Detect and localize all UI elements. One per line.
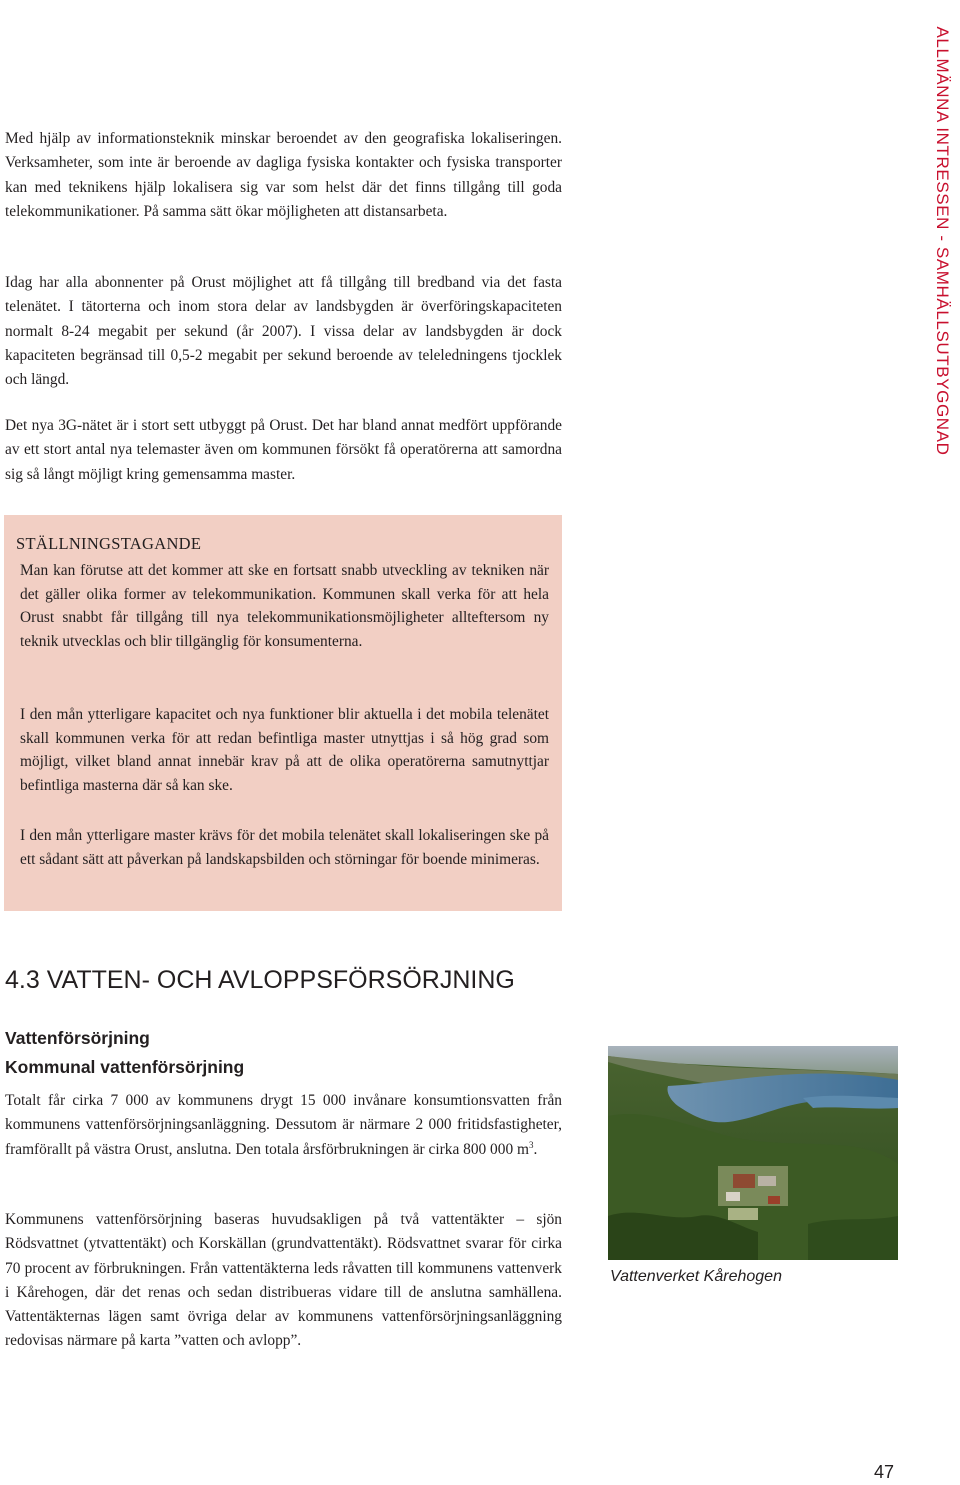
subheading-municipal-water-supply: Kommunal vattenförsörjning — [5, 1057, 245, 1077]
stance-paragraph-2: I den mån ytterligare kapacitet och nya funktioner blir aktuella i det mobila telenätet skall kommunen verka för att redan befintliga master utnyttjas i så hög grad som möjligt, vilket bland annat innebär krav på att de olika operatörerna samutnyttjar befintliga masterna där så kan ske. — [20, 706, 549, 794]
section-sidebar-label — [924, 4, 960, 478]
aerial-landscape-image — [608, 1046, 898, 1260]
section-title: 4.3 VATTEN- OCH AVLOPPSFÖRSÖRJNING — [5, 966, 515, 994]
page-number: 47 — [874, 1462, 895, 1482]
paragraph-water-consumers — [5, 1089, 562, 1162]
photo-caption: Vattenverket Kårehogen — [610, 1268, 782, 1285]
subheading-water-supply: Vattenförsörjning — [5, 1028, 150, 1048]
stance-paragraph-1: Man kan förutse att det kommer att ske en fortsatt snabb utveckling av tekniken när det gäller olika former av telekommunikation. Kommunen skall verka för att hela Orust snabbt får tillgång till nya telekommunikationsmöjligheter allteftersom ny teknik utvecklas och blir tillgänglig för konsumenterna. — [20, 562, 549, 650]
water-consumers-text: Totalt får cirka 7 000 av kommunens drygt 15 000 invånare konsumtionsvatten från kommunens vattenförsörjningsanläggning. Dessutom är närmare 2 000 fritidsfastigheter, framförallt på västra Orust, anslutna. Den totala årsförbrukningen är cirka 800 000 m — [5, 1092, 562, 1158]
photo-water-plant — [608, 1046, 898, 1260]
cubic-superscript: 3 — [528, 1139, 534, 1150]
stance-paragraph-3: I den mån ytterligare master krävs för det mobila telenätet skall lokaliseringen ske på ett sådant sätt att påverkan på landskapsbilden och störningar för boende minimeras. — [20, 827, 549, 868]
sidebar-label-text: ALLMÄNNA INTRESSEN - SAMHÄLLSUTBYGGNAD — [933, 26, 952, 456]
paragraph-broadband: Idag har alla abonnenter på Orust möjlighet att få tillgång till bredband via det fasta telenätet. I tätorterna och inom stora delar av landsbygden är överföringskapaciteten normalt 8-24 megabit per sekund (år 2007). I vissa delar av landsbygden är dock kapaciteten begränsad till 0,5-2 megabit per sekund beroende av teleledningens tjocklek och längd. — [5, 274, 562, 389]
paragraph-3g-network: Det nya 3G-nätet är i stort sett utbyggt på Orust. Det har bland annat medfört uppförande av ett stort antal nya telemaster även om kommunen försökt få operatörerna att samordna sig så långt möjligt kring gemensamma master. — [5, 417, 562, 483]
water-consumers-end: . — [533, 1140, 538, 1158]
paragraph-information-technology: Med hjälp av informationsteknik minskar beroendet av den geografiska lokaliseringen. Verksamheter, som inte är beroende av dagliga fysiska kontakter och fysiska transporter kan med teknikens hjälp lokalisera sig var som helst där det finns tillgång till goda telekommunikationer. På samma sätt ökar möjligheten att distansarbeta. — [5, 130, 562, 220]
paragraph-water-sources: Kommunens vattenförsörjning baseras huvudsakligen på två vattentäkter – sjön Rödsvattnet (ytvattentäkt) och Korskällan (grundvattentäkt). Rödsvattnet svarar för cirka 70 procent av förbrukningen. Från vattentäkterna leds råvatten till kommunens vattenverk i Kårehogen, där det renas och sedan distribueras vidare till de anslutna samhällena. Vattentäkternas lägen samt övriga delar av kommunens vattenförsörjningsanläggning redovisas närmare på karta ”vatten och avlopp”. — [5, 1211, 562, 1350]
stance-box-heading: STÄLLNINGSTAGANDE — [16, 534, 202, 553]
